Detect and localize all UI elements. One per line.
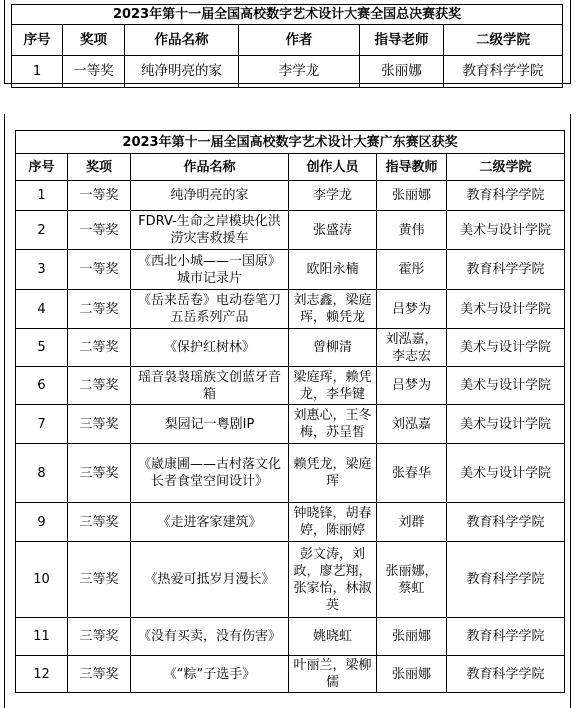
cell-college: 教育科学学院 xyxy=(447,503,565,542)
cell-work: 纯净明亮的家 xyxy=(131,181,289,211)
cell-award: 三等奖 xyxy=(68,618,131,656)
header-advisor: 指导老师 xyxy=(360,25,444,56)
cell-work: 《热爱可抵岁月漫长》 xyxy=(131,542,289,618)
guangdong-table-title: 2023年第十一届全国高校数字艺术设计大赛广东赛区获奖 xyxy=(16,131,565,154)
national-table-title: 2023年第十一届全国高校数字艺术设计大赛全国总决赛获奖 xyxy=(12,5,563,25)
cell-creators: 赖凭龙，梁庭珲 xyxy=(289,444,377,503)
guangdong-header-row xyxy=(16,154,565,181)
cell-creators: 叶丽兰，梁柳儒 xyxy=(289,656,377,693)
cell-advisor: 张丽娜 xyxy=(377,181,447,211)
cell-index: 8 xyxy=(16,444,68,503)
cell-creators: 彭文涛，刘政，廖艺翔，张家怡，林淑英 xyxy=(289,542,377,618)
cell-work: 瑶音袅袅瑶族文创蓝牙音箱 xyxy=(131,367,289,405)
cell-creators: 姚晓虹 xyxy=(289,618,377,656)
cell-college: 美术与设计学院 xyxy=(447,367,565,405)
cell-college: 教育科学学院 xyxy=(447,618,565,656)
header-advisor: 指导教师 xyxy=(377,154,447,181)
table-row xyxy=(16,503,565,542)
cell-advisor: 吕梦为 xyxy=(377,367,447,405)
guangdong-rows xyxy=(16,181,565,693)
header-work: 作品名称 xyxy=(131,154,289,181)
table-row xyxy=(16,250,565,290)
table-row xyxy=(16,542,565,618)
cell-work: FDRV-生命之岸模块化洪涝灾害救援车 xyxy=(131,211,289,250)
cell-index: 11 xyxy=(16,618,68,656)
table-row xyxy=(16,444,565,503)
cell-college: 美术与设计学院 xyxy=(447,329,565,367)
cell-work: 梨园记一粤剧IP xyxy=(131,405,289,444)
cell-award: 二等奖 xyxy=(68,290,131,329)
cell-award: 三等奖 xyxy=(68,503,131,542)
cell-college: 教育科学学院 xyxy=(444,56,563,88)
guangdong-awards-table xyxy=(15,130,565,693)
cell-advisor: 刘泓嘉，李志宏 xyxy=(377,329,447,367)
table-row xyxy=(16,367,565,405)
cell-advisor: 霍彤 xyxy=(377,250,447,290)
cell-award: 一等奖 xyxy=(68,181,131,211)
table-row xyxy=(16,181,565,211)
table-row xyxy=(16,329,565,367)
cell-college: 美术与设计学院 xyxy=(447,444,565,503)
cell-award: 一等奖 xyxy=(63,56,125,88)
table-row xyxy=(16,211,565,250)
cell-index: 5 xyxy=(16,329,68,367)
header-college: 二级学院 xyxy=(447,154,565,181)
cell-creators: 李学龙 xyxy=(289,181,377,211)
table-row xyxy=(16,405,565,444)
table-row xyxy=(12,56,563,88)
cell-index: 7 xyxy=(16,405,68,444)
cell-author: 李学龙 xyxy=(239,56,360,88)
cell-award: 二等奖 xyxy=(68,367,131,405)
cell-advisor: 刘泓嘉 xyxy=(377,405,447,444)
cell-award: 二等奖 xyxy=(68,329,131,367)
cell-advisor: 张丽娜 xyxy=(360,56,444,88)
cell-creators: 刘惠心，王冬梅，苏呈皙 xyxy=(289,405,377,444)
cell-college: 教育科学学院 xyxy=(447,542,565,618)
cell-work: 《没有买卖，没有伤害》 xyxy=(131,618,289,656)
cell-college: 教育科学学院 xyxy=(447,181,565,211)
cell-index: 1 xyxy=(12,56,63,88)
table-row xyxy=(16,290,565,329)
header-work: 作品名称 xyxy=(125,25,239,56)
cell-advisor: 张丽娜 xyxy=(377,656,447,693)
cell-award: 一等奖 xyxy=(68,250,131,290)
header-college: 二级学院 xyxy=(444,25,563,56)
cell-college: 美术与设计学院 xyxy=(447,290,565,329)
cell-college: 教育科学学院 xyxy=(447,250,565,290)
cell-creators: 钟晓锋，胡春婷，陈丽婷 xyxy=(289,503,377,542)
national-awards-table xyxy=(11,4,563,88)
cell-index: 1 xyxy=(16,181,68,211)
cell-college: 教育科学学院 xyxy=(447,656,565,693)
header-award: 奖项 xyxy=(63,25,125,56)
cell-work: 《岳来岳卷》电动卷笔刀五岳系列产品 xyxy=(131,290,289,329)
cell-work: 《崴康圃——古村落文化长者食堂空间设计》 xyxy=(131,444,289,503)
cell-advisor: 刘群 xyxy=(377,503,447,542)
cell-college: 美术与设计学院 xyxy=(447,405,565,444)
cell-work: 《“粽”子选手》 xyxy=(131,656,289,693)
cell-award: 三等奖 xyxy=(68,656,131,693)
cell-work: 《保护红树林》 xyxy=(131,329,289,367)
cell-advisor: 张丽娜 xyxy=(377,618,447,656)
cell-creators: 张盛涛 xyxy=(289,211,377,250)
cell-award: 三等奖 xyxy=(68,405,131,444)
table-row xyxy=(16,618,565,656)
header-index: 序号 xyxy=(12,25,63,56)
cell-index: 12 xyxy=(16,656,68,693)
header-award: 奖项 xyxy=(68,154,131,181)
cell-advisor: 黄伟 xyxy=(377,211,447,250)
cell-advisor: 张春华 xyxy=(377,444,447,503)
cell-index: 2 xyxy=(16,211,68,250)
table-row xyxy=(16,656,565,693)
header-creators: 创作人员 xyxy=(289,154,377,181)
cell-advisor: 张丽娜，蔡虹 xyxy=(377,542,447,618)
cell-award: 三等奖 xyxy=(68,444,131,503)
header-author: 作者 xyxy=(239,25,360,56)
cell-index: 6 xyxy=(16,367,68,405)
cell-creators: 刘志鑫，梁庭珲，赖凭龙 xyxy=(289,290,377,329)
cell-work: 《西北小城——一国原》城市记录片 xyxy=(131,250,289,290)
national-header-row xyxy=(12,25,563,56)
cell-index: 3 xyxy=(16,250,68,290)
cell-work: 《走进客家建筑》 xyxy=(131,503,289,542)
cell-award: 三等奖 xyxy=(68,542,131,618)
cell-creators: 欧阳永楠 xyxy=(289,250,377,290)
cell-index: 4 xyxy=(16,290,68,329)
cell-creators: 曾柳清 xyxy=(289,329,377,367)
cell-work: 纯净明亮的家 xyxy=(125,56,239,88)
cell-award: 一等奖 xyxy=(68,211,131,250)
cell-creators: 梁庭珲，赖凭龙，李华键 xyxy=(289,367,377,405)
cell-advisor: 吕梦为 xyxy=(377,290,447,329)
cell-college: 美术与设计学院 xyxy=(447,211,565,250)
header-index: 序号 xyxy=(16,154,68,181)
cell-index: 10 xyxy=(16,542,68,618)
cell-index: 9 xyxy=(16,503,68,542)
